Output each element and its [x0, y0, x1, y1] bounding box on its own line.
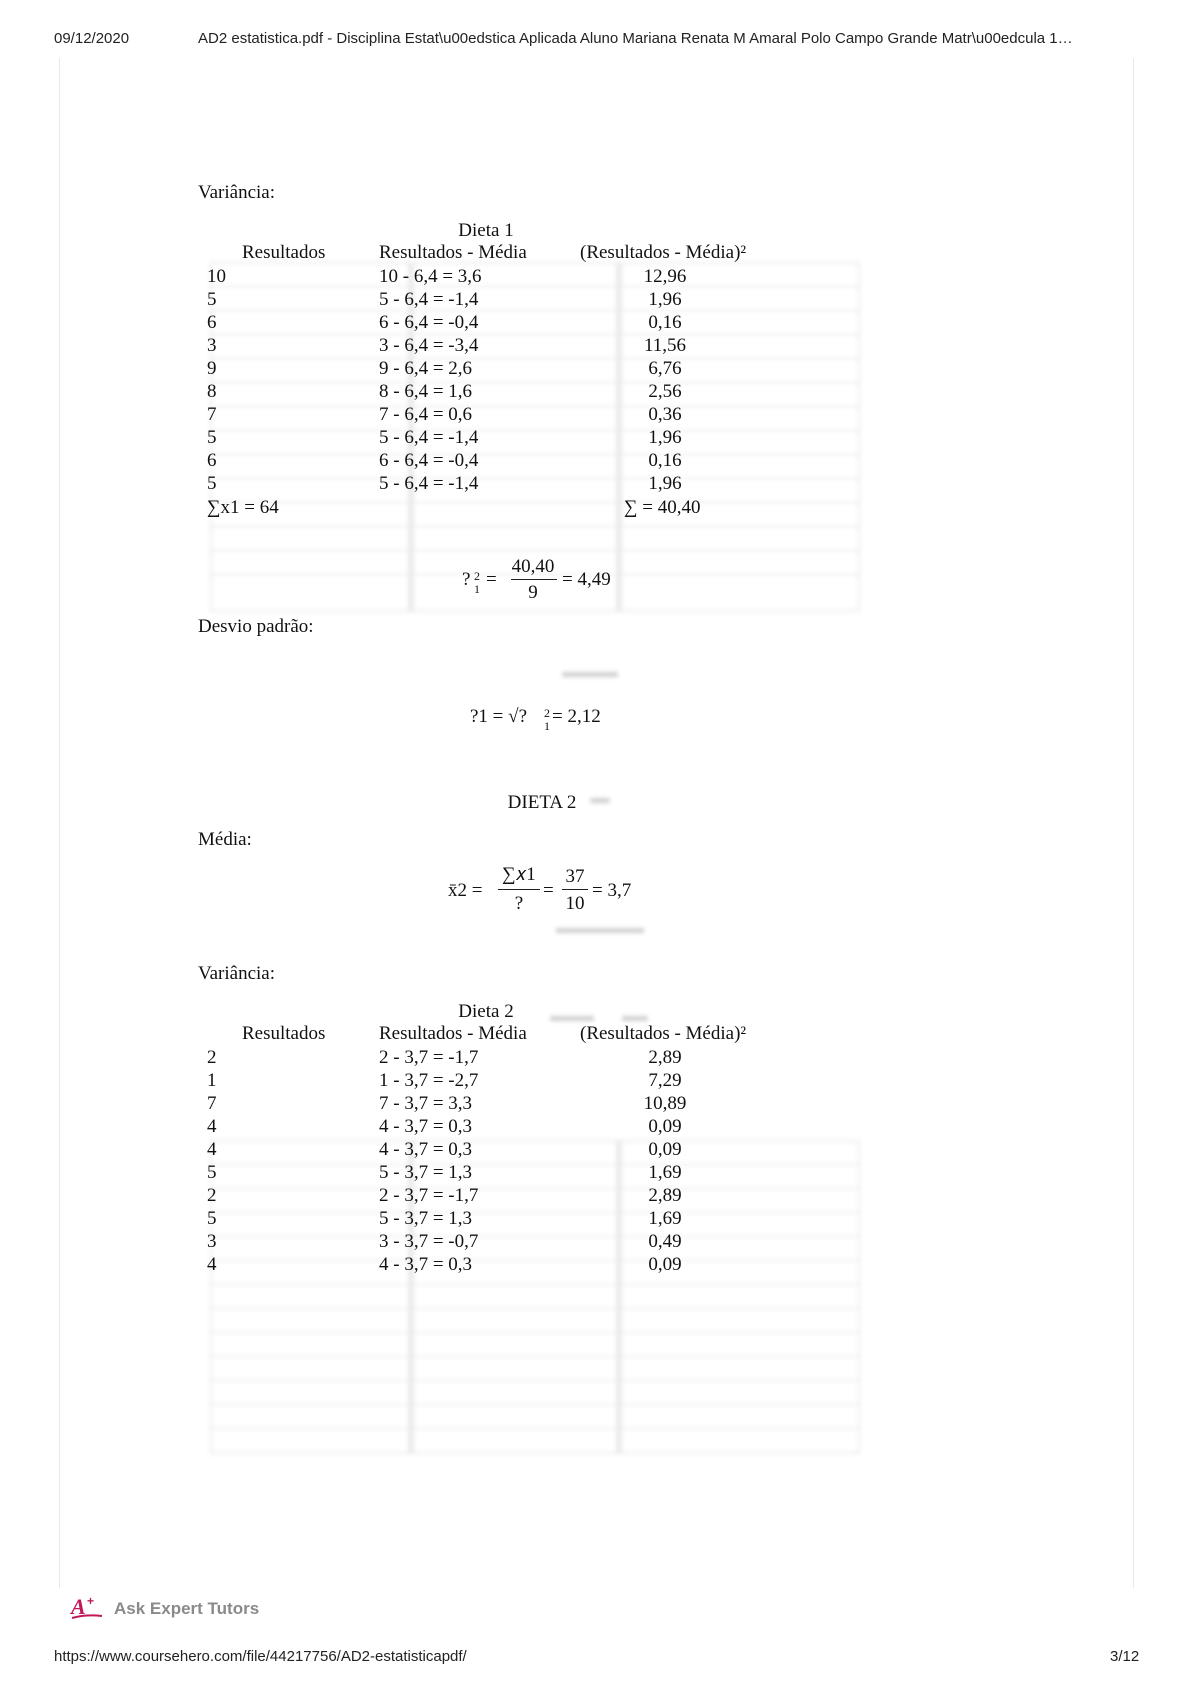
table-cell: 0,16: [648, 312, 682, 333]
mean-num: 37: [565, 866, 585, 887]
variancia-label-1: Variância:: [198, 182, 276, 203]
variance-numerator: 40,40: [511, 556, 555, 577]
table-cell: 6,76: [648, 358, 682, 379]
table-cell: 9 - 6,4 = 2,6: [379, 358, 473, 379]
blurred-mark: [562, 672, 618, 677]
blurred-mark: [622, 1016, 648, 1021]
table-cell: 7: [207, 404, 217, 425]
table-cell: 8 - 6,4 = 1,6: [379, 381, 473, 402]
table-cell: 2 - 3,7 = -1,7: [379, 1047, 479, 1068]
svg-text:A: A: [71, 1594, 86, 1619]
page-number: 3/12: [1110, 1648, 1140, 1665]
variance-denominator: 9: [528, 582, 538, 603]
table-cell: 4: [207, 1116, 217, 1137]
table-cell: 1: [207, 1070, 217, 1091]
table-cell: 5: [207, 1162, 217, 1183]
table-cell: 0,49: [648, 1231, 682, 1252]
course-hero-logo-icon[interactable]: [70, 1594, 104, 1622]
table-cell: 6 - 6,4 = -0,4: [379, 450, 479, 471]
ask-expert-tutors-link[interactable]: Ask Expert Tutors: [114, 1599, 260, 1618]
table-title-dieta-2: Dieta 2: [458, 1001, 514, 1022]
table-cell: 1,96: [648, 473, 682, 494]
table-cell: 2 - 3,7 = -1,7: [379, 1185, 479, 1206]
table-cell: 6 - 6,4 = -0,4: [379, 312, 479, 333]
table-cell: 2,89: [648, 1047, 682, 1068]
table-cell: 7 - 6,4 = 0,6: [379, 404, 473, 425]
page-url: https://www.coursehero.com/file/44217756/AD2-estatisticapdf/: [54, 1648, 467, 1665]
variance-sup: 2: [474, 569, 480, 583]
mean-eq: =: [543, 880, 554, 901]
desvio-label: Desvio padrão:: [198, 616, 314, 637]
table-cell: 4 - 3,7 = 0,3: [379, 1139, 473, 1160]
sum-squares: ∑ = 40,40: [624, 497, 701, 518]
table-cell: 0,09: [648, 1116, 682, 1137]
table-cell: 7 - 3,7 = 3,3: [379, 1093, 473, 1114]
variance-symbol: [462, 569, 470, 591]
table-cell: 2,56: [648, 381, 682, 402]
table-cell: 8: [207, 381, 217, 402]
mean-lhs: x̄2 =: [448, 880, 483, 901]
table-cell: 0,16: [648, 450, 682, 471]
table1-header-diff: Resultados - Média: [379, 242, 527, 263]
fraction-bar: [562, 889, 588, 890]
table-cell: 1 - 3,7 = -2,7: [379, 1070, 479, 1091]
mean-result: = 3,7: [592, 880, 632, 901]
table-cell: 6: [207, 450, 217, 471]
table-cell: 3: [207, 335, 217, 356]
fraction-bar: [511, 579, 557, 580]
table-cell: 1,69: [648, 1162, 682, 1183]
table-cell: 1,69: [648, 1208, 682, 1229]
std-sup: 2: [544, 706, 550, 720]
table-cell: 2: [207, 1047, 217, 1068]
table-cell: 3 - 6,4 = -3,4: [379, 335, 479, 356]
table2-header-sq: (Resultados - Média)²: [580, 1023, 747, 1044]
table-cell: 5: [207, 427, 217, 448]
table-cell: 4 - 3,7 = 0,3: [379, 1116, 473, 1137]
mean-den: 10: [565, 893, 585, 914]
std-formula: ?1 = √?: [470, 706, 528, 727]
table-cell: 10 - 6,4 = 3,6: [379, 266, 482, 287]
table-cell: 1,96: [648, 289, 682, 310]
media-label: Média:: [198, 829, 252, 850]
table2-header-resultados: Resultados: [242, 1023, 326, 1044]
table-cell: 12,96: [643, 266, 687, 287]
table-cell: 0,09: [648, 1139, 682, 1160]
document-title: AD2 estatistica.pdf - Disciplina Estat\u00edstica Aplicada Aluno Mariana Renata M Amaral Polo Campo Grande Matr\u00edcula 1…: [198, 30, 1073, 47]
sum-x1: ∑x1 = 64: [207, 497, 279, 518]
table-cell: 6: [207, 312, 217, 333]
blurred-mark: [590, 798, 610, 803]
blurred-table-grid-2: [210, 1140, 860, 1454]
table-title-dieta-1: Dieta 1: [458, 220, 514, 241]
table-cell: 4 - 3,7 = 0,3: [379, 1254, 473, 1275]
table-cell: 4: [207, 1254, 217, 1275]
table-cell: 10: [207, 266, 226, 287]
table-cell: 9: [207, 358, 217, 379]
blurred-mark: [556, 928, 644, 933]
mean-sum-num: ∑𝑥1: [502, 864, 536, 885]
blurred-mark: [550, 1016, 594, 1021]
table-cell: 5 - 3,7 = 1,3: [379, 1208, 473, 1229]
table-cell: 5 - 6,4 = -1,4: [379, 473, 479, 494]
table1-header-sq: (Resultados - Média)²: [580, 242, 747, 263]
table-cell: 0,36: [648, 404, 682, 425]
table-cell: 10,89: [643, 1093, 687, 1114]
variancia-label-2: Variância:: [198, 963, 276, 984]
table-cell: 4: [207, 1139, 217, 1160]
dieta2-heading: DIETA 2: [507, 792, 577, 813]
std-sub: 1: [544, 719, 550, 733]
table1-header-resultados: Resultados: [242, 242, 326, 263]
table-cell: 1,96: [648, 427, 682, 448]
table-cell: 5: [207, 1208, 217, 1229]
table-cell: 5: [207, 289, 217, 310]
table2-header-diff: Resultados - Média: [379, 1023, 527, 1044]
fraction-bar: [498, 889, 540, 890]
table-cell: 11,56: [643, 335, 687, 356]
svg-text:+: +: [87, 1594, 95, 1608]
table-cell: 5 - 6,4 = -1,4: [379, 289, 479, 310]
std-result: = 2,12: [552, 706, 601, 727]
table-cell: 5 - 3,7 = 1,3: [379, 1162, 473, 1183]
variance-result: = 4,49: [562, 569, 611, 590]
print-header: [0, 30, 1191, 52]
mean-sum-den: ?: [514, 893, 524, 914]
table-cell: 3 - 3,7 = -0,7: [379, 1231, 479, 1252]
table-cell: 5 - 6,4 = -1,4: [379, 427, 479, 448]
variance-sub: 1: [474, 582, 480, 596]
table-cell: 2: [207, 1185, 217, 1206]
table-cell: 7,29: [648, 1070, 682, 1091]
print-date: 09/12/2020: [54, 30, 130, 47]
table-cell: 0,09: [648, 1254, 682, 1275]
variance-eq: =: [486, 569, 497, 590]
table-cell: 5: [207, 473, 217, 494]
table-cell: 2,89: [648, 1185, 682, 1206]
variance-lhs: ?: [462, 569, 471, 590]
table-cell: 3: [207, 1231, 217, 1252]
table-cell: 7: [207, 1093, 217, 1114]
